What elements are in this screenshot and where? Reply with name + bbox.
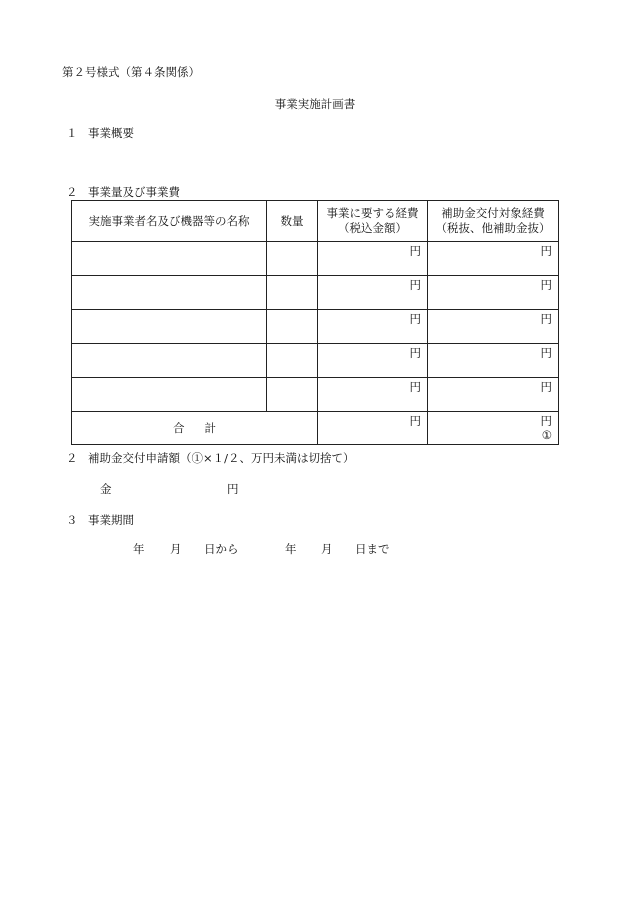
period-year-to: 年 [285,542,297,556]
name-cell[interactable] [72,310,267,344]
yen-unit: 円 [540,312,552,326]
header-subsidy-line1: 補助金交付対象経費 [441,206,545,220]
amount-kin: 金 [100,482,112,496]
total-label [72,412,318,445]
section-title: 補助金交付申請額（①×１/２、万円未満は切捨て） [88,451,355,465]
table-row [72,378,559,412]
subsidy-cell[interactable] [428,310,559,344]
section-number: ２ [66,185,78,199]
header-name: 実施事業者名及び機器等の名称 [72,201,267,242]
yen-unit: 円 [540,380,552,394]
subsidy-cell[interactable] [428,276,559,310]
total-subsidy-cell[interactable] [428,412,559,445]
header-subsidy [428,201,559,242]
section-project-overview [66,125,134,141]
amount-yen: 円 [227,482,239,496]
total-label-part2: 計 [204,421,216,435]
section-project-period [66,512,134,528]
cost-cell[interactable] [318,310,428,344]
period-month-to: 月 [321,542,333,556]
section-title: 事業概要 [88,126,134,140]
yen-unit: 円 [540,346,552,360]
yen-unit: 円 [540,278,552,292]
name-cell[interactable] [72,242,267,276]
table-row [72,344,559,378]
yen-unit: 円 [540,244,552,258]
section-number: ３ [66,513,78,527]
yen-unit: 円 [409,380,421,394]
yen-unit: 円 [409,244,421,258]
section-title: 事業期間 [88,513,134,527]
section-number: １ [66,126,78,140]
yen-unit: 円 [409,278,421,292]
table-row [72,242,559,276]
name-cell[interactable] [72,344,267,378]
total-cost-cell[interactable] [318,412,428,445]
period-year-from: 年 [133,542,145,556]
amount-line [100,481,239,497]
cost-table [71,200,559,445]
total-row [72,412,559,445]
table-header-row [72,201,559,242]
cost-cell[interactable] [318,242,428,276]
header-subsidy-line2: （税抜、他補助金抜） [435,221,551,235]
section-number: ２ [66,451,78,465]
period-day-to: 日まで [355,542,390,556]
yen-unit: 円 [409,414,421,428]
document-title: 事業実施計画書 [274,97,356,111]
quantity-cell[interactable] [267,242,318,276]
header-quantity: 数量 [267,201,318,242]
quantity-cell[interactable] [267,378,318,412]
quantity-cell[interactable] [267,276,318,310]
yen-unit: 円 [409,312,421,326]
quantity-cell[interactable] [267,344,318,378]
yen-unit: 円 [540,414,552,428]
period-month-from: 月 [170,542,182,556]
subsidy-cell[interactable] [428,378,559,412]
cost-cell[interactable] [318,276,428,310]
table-row [72,310,559,344]
header-cost-line2: （税込金額） [338,221,407,235]
name-cell[interactable] [72,276,267,310]
form-number-label: 第２号様式（第４条関係） [62,65,200,79]
total-label-part1: 合 [173,421,185,435]
table-row [72,276,559,310]
circle-one-marker: ① [541,428,552,442]
header-cost [318,201,428,242]
cost-cell[interactable] [318,378,428,412]
section-project-cost [66,184,180,200]
section-subsidy-request [66,450,355,466]
header-cost-line1: 事業に要する経費 [326,206,419,220]
section-title: 事業量及び事業費 [88,185,180,199]
period-day-from: 日から [204,542,239,556]
subsidy-cell[interactable] [428,242,559,276]
subsidy-cell[interactable] [428,344,559,378]
cost-cell[interactable] [318,344,428,378]
name-cell[interactable] [72,378,267,412]
quantity-cell[interactable] [267,310,318,344]
yen-unit: 円 [409,346,421,360]
